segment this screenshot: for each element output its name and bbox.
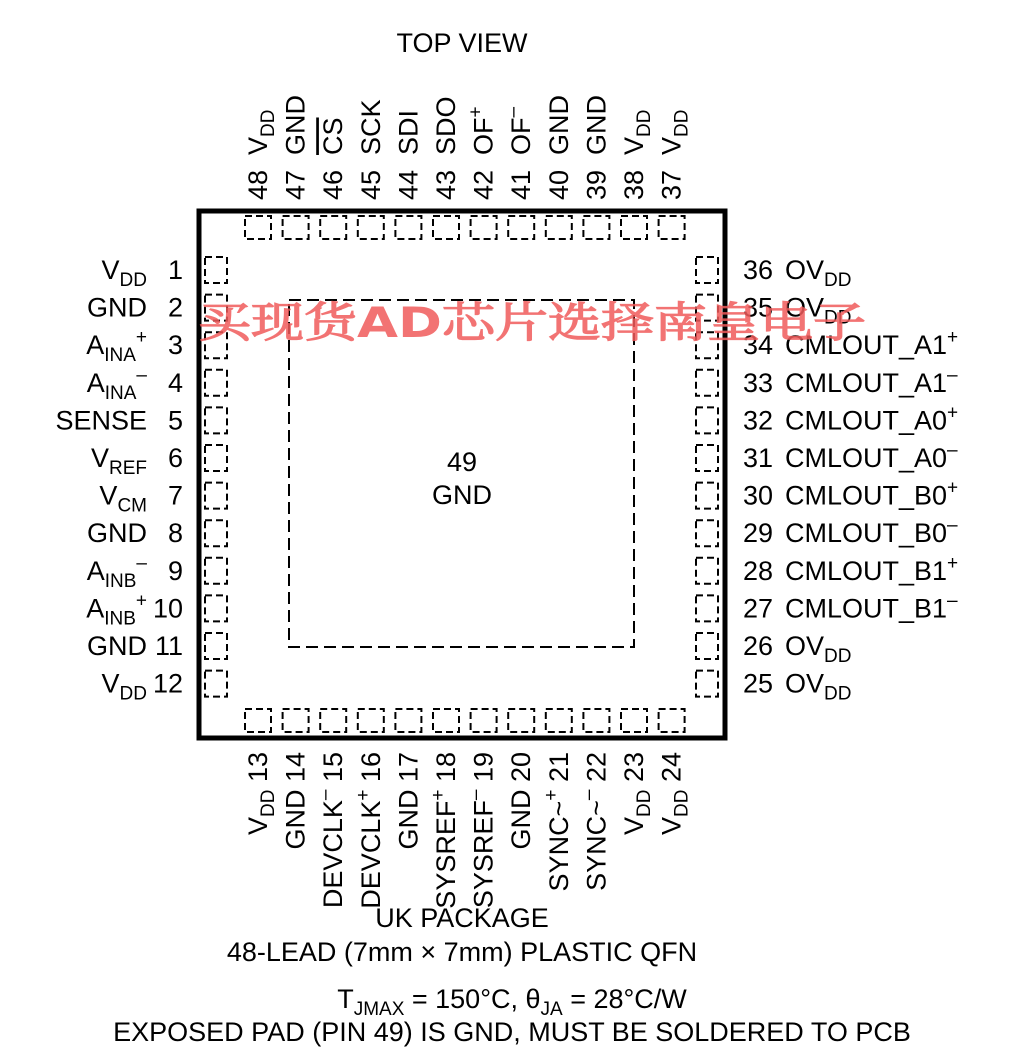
pin-name-33: CMLOUT_A1– <box>785 364 958 398</box>
exposed-pad-number: 49 <box>446 447 478 477</box>
pin-name-31: CMLOUT_A0– <box>785 440 958 473</box>
pin-name-48: $V_{DD}$ <box>243 109 279 155</box>
pin-label-24 <box>657 752 693 835</box>
pin-number-35: 35 <box>743 292 774 323</box>
pin-number-45: 45 <box>355 169 386 200</box>
pin-name-32: CMLOUT_A0+ <box>785 402 959 436</box>
pin-name-number-15: DEVCLK– 15 <box>315 752 349 909</box>
pin-number-25: 25 <box>743 668 774 699</box>
pin-label-16 <box>353 752 386 909</box>
pin-number-46: 46 <box>318 169 349 200</box>
package-name: UK PACKAGE <box>375 903 549 933</box>
pin-name-40: GND <box>543 95 574 155</box>
pin-name-29: CMLOUT_B0– <box>785 515 958 549</box>
pin-name-11: GND <box>87 631 147 661</box>
pin-name-4: $A_{INA}^-$ <box>86 364 147 404</box>
pin-pad-right-31 <box>696 445 718 471</box>
pin-pad-bottom-18 <box>433 709 459 732</box>
pin-number-34: 34 <box>743 330 774 361</box>
pin-pad-top-47 <box>283 216 309 239</box>
pin-name-7: $V_{CM}$ <box>99 480 147 517</box>
pin-number-39: 39 <box>581 169 612 200</box>
pin-pad-right-36 <box>696 257 718 283</box>
pin-number-33: 33 <box>743 367 774 398</box>
pin-number-28: 28 <box>743 555 774 586</box>
pin-label-40 <box>544 95 574 200</box>
pin-name-26: $OV_{DD}$ <box>785 631 852 667</box>
pin-pad-left-7 <box>205 483 227 509</box>
pin-name-43: SDO <box>431 96 461 155</box>
pin-name-39: GND <box>581 95 612 155</box>
pin-number-42: 42 <box>468 169 499 200</box>
pin-number-30: 30 <box>743 480 774 511</box>
pin-number-4: 4 <box>167 367 183 398</box>
pin-number-6: 6 <box>167 443 183 473</box>
pin-pad-right-29 <box>696 520 718 546</box>
pin-pad-left-11 <box>205 633 227 659</box>
pin-label-38 <box>619 110 655 200</box>
pin-pad-top-39 <box>583 216 609 239</box>
pin-name-number-13: $V_{DD}$ 13 <box>243 752 279 836</box>
pin-label-18 <box>428 752 461 909</box>
pin-pad-top-46 <box>320 216 346 239</box>
watermark-text: 买现货AD芯片选择南皇电子 <box>198 298 866 347</box>
pin-label-23 <box>619 752 655 835</box>
pin-name-number-19: SYSREF– 19 <box>465 752 499 909</box>
pin-pad-left-10 <box>205 595 227 621</box>
pin-number-3: 3 <box>167 330 183 361</box>
pin-name-number-20: GND 20 <box>506 752 537 850</box>
pin-number-31: 31 <box>743 443 774 473</box>
top-view-label: TOP VIEW <box>396 28 528 58</box>
pin-number-32: 32 <box>743 405 774 436</box>
pin-label-48 <box>243 110 279 200</box>
exposed-pad-name: GND <box>432 480 492 510</box>
pin-name-3: $A_{INA}^+$ <box>86 327 147 367</box>
pin-name-2: GND <box>87 292 147 323</box>
pin-name-5: SENSE <box>55 405 147 436</box>
pin-number-2: 2 <box>167 292 183 323</box>
pin-pad-bottom-17 <box>395 709 421 732</box>
pin-pad-bottom-13 <box>245 709 271 732</box>
pin-name-37: $V_{DD}$ <box>656 109 693 155</box>
pin-pad-left-9 <box>205 558 227 584</box>
pin-name-45: SCK <box>355 99 386 155</box>
pin-pad-top-41 <box>508 216 534 239</box>
pin-name-30: CMLOUT_B0+ <box>785 477 959 511</box>
pin-pad-right-30 <box>696 483 718 509</box>
pin-pad-left-12 <box>205 671 227 697</box>
pin-name-number-18: SYSREF+ 18 <box>428 752 461 909</box>
pin-name-number-22: SYNC~– 22 <box>578 752 612 891</box>
left-pin-labels <box>55 255 183 705</box>
pin-pad-top-42 <box>471 216 497 239</box>
pin-pad-left-5 <box>205 407 227 433</box>
pin-label-13 <box>243 752 279 835</box>
pin-number-43: 43 <box>431 169 461 200</box>
pin-pad-bottom-14 <box>283 709 309 732</box>
pin-label-44 <box>393 110 423 200</box>
pin-pad-bottom-20 <box>508 709 534 732</box>
pin-pad-bottom-21 <box>546 709 572 732</box>
pin-label-47 <box>281 95 311 200</box>
pin-pad-right-33 <box>696 370 718 396</box>
pin-pad-right-28 <box>696 558 718 584</box>
pin-label-21 <box>541 752 574 891</box>
pin-pad-right-27 <box>696 595 718 621</box>
pin-number-10: 10 <box>152 593 183 624</box>
pin-name-25: $OV_{DD}$ <box>785 668 852 705</box>
pin-label-19 <box>466 752 499 908</box>
pin-number-29: 29 <box>743 518 774 549</box>
pin-name-6: $V_{REF}$ <box>90 443 147 479</box>
pin-name-36: $OV_{DD}$ <box>785 255 852 291</box>
pin-number-48: 48 <box>243 169 273 200</box>
pin-label-46 <box>318 117 348 200</box>
pin-name-38: $V_{DD}$ <box>619 109 655 155</box>
pin-name-number-14: GND 14 <box>280 752 311 850</box>
pin-number-5: 5 <box>167 405 183 436</box>
pin-pad-left-6 <box>205 445 227 471</box>
pin-number-47: 47 <box>280 169 311 200</box>
pin-number-9: 9 <box>167 555 183 586</box>
bottom-pin-labels <box>243 752 693 909</box>
pin-name-8: GND <box>87 518 147 549</box>
exposed-pad-note: EXPOSED PAD (PIN 49) IS GND, MUST BE SOLDERED TO PCB <box>113 1017 911 1047</box>
pin-number-37: 37 <box>656 169 687 200</box>
pin-name-34: CMLOUT_A1+ <box>785 327 959 361</box>
pin-pad-top-48 <box>245 216 271 239</box>
pin-name-number-16: DEVCLK+ 16 <box>352 752 386 909</box>
pin-name-10: $A_{INB}^+$ <box>86 590 147 630</box>
pin-pad-top-43 <box>433 216 459 239</box>
pin-label-15 <box>315 752 348 908</box>
pin-number-27: 27 <box>743 593 774 624</box>
pin-pad-right-26 <box>696 633 718 659</box>
pin-pad-left-8 <box>205 520 227 546</box>
pin-pad-top-45 <box>358 216 384 239</box>
pin-pad-bottom-15 <box>320 709 346 732</box>
pin-name-47: GND <box>280 95 311 155</box>
pin-name-42: OF+ <box>465 106 499 155</box>
pin-name-number-24: $V_{DD}$ 24 <box>656 752 693 836</box>
pin-name-35: $OV_{DD}$ <box>785 292 852 329</box>
pin-pad-bottom-24 <box>659 709 685 732</box>
pin-pad-bottom-16 <box>358 709 384 732</box>
pin-pad-right-32 <box>696 407 718 433</box>
pin-number-7: 7 <box>167 480 183 511</box>
package-description: 48-LEAD (7mm × 7mm) PLASTIC QFN <box>226 937 698 967</box>
pin-label-14 <box>281 752 311 850</box>
pin-name-46: CS <box>318 117 349 155</box>
pin-pad-top-38 <box>621 216 647 239</box>
pin-number-26: 26 <box>743 631 774 661</box>
pin-name-1: $V_{DD}$ <box>101 255 147 291</box>
pin-name-12: $V_{DD}$ <box>101 668 147 705</box>
pin-number-11: 11 <box>154 631 183 661</box>
pin-number-1: 1 <box>167 255 183 285</box>
pin-name-number-17: GND 17 <box>393 752 424 850</box>
pin-name-number-23: $V_{DD}$ 23 <box>619 752 655 836</box>
pin-label-45 <box>356 99 386 200</box>
pin-name-44: SDI <box>393 109 424 155</box>
pin-pad-left-4 <box>205 370 227 396</box>
pin-pad-bottom-19 <box>471 709 497 732</box>
pin-name-number-21: SYNC~+ 21 <box>540 752 574 892</box>
pin-pad-left-1 <box>205 257 227 283</box>
pin-label-43 <box>431 96 461 200</box>
thermal-spec: $T_{JMAX} = 150^\circ C$, $\theta_{JA} = 28^\circ C/W$ <box>337 984 687 1020</box>
pin-number-36: 36 <box>743 255 774 285</box>
pin-pad-bottom-23 <box>621 709 647 732</box>
pin-number-12: 12 <box>152 668 183 699</box>
pin-pad-top-37 <box>659 216 685 239</box>
pin-pad-top-40 <box>546 216 572 239</box>
pin-number-41: 41 <box>506 169 537 200</box>
pin-name-27: CMLOUT_B1– <box>785 590 958 624</box>
pin-label-39 <box>581 95 611 200</box>
pin-number-40: 40 <box>543 169 574 200</box>
pin-label-20 <box>506 752 536 850</box>
pin-label-37 <box>657 110 693 200</box>
pin-number-44: 44 <box>393 169 424 200</box>
pin-pad-top-44 <box>395 216 421 239</box>
pin-number-38: 38 <box>619 169 649 200</box>
pin-label-22 <box>578 752 611 891</box>
pin-label-41 <box>503 107 536 201</box>
pin-name-28: CMLOUT_B1+ <box>785 552 959 586</box>
top-pin-labels <box>243 95 693 200</box>
pin-number-8: 8 <box>167 518 183 549</box>
pin-pad-right-25 <box>696 671 718 697</box>
pin-name-41: OF– <box>503 106 537 155</box>
pin-label-42 <box>466 106 499 200</box>
pin-name-9: $A_{INB}^-$ <box>86 552 147 592</box>
pin-label-17 <box>393 752 423 850</box>
pin-pad-bottom-22 <box>583 709 609 732</box>
